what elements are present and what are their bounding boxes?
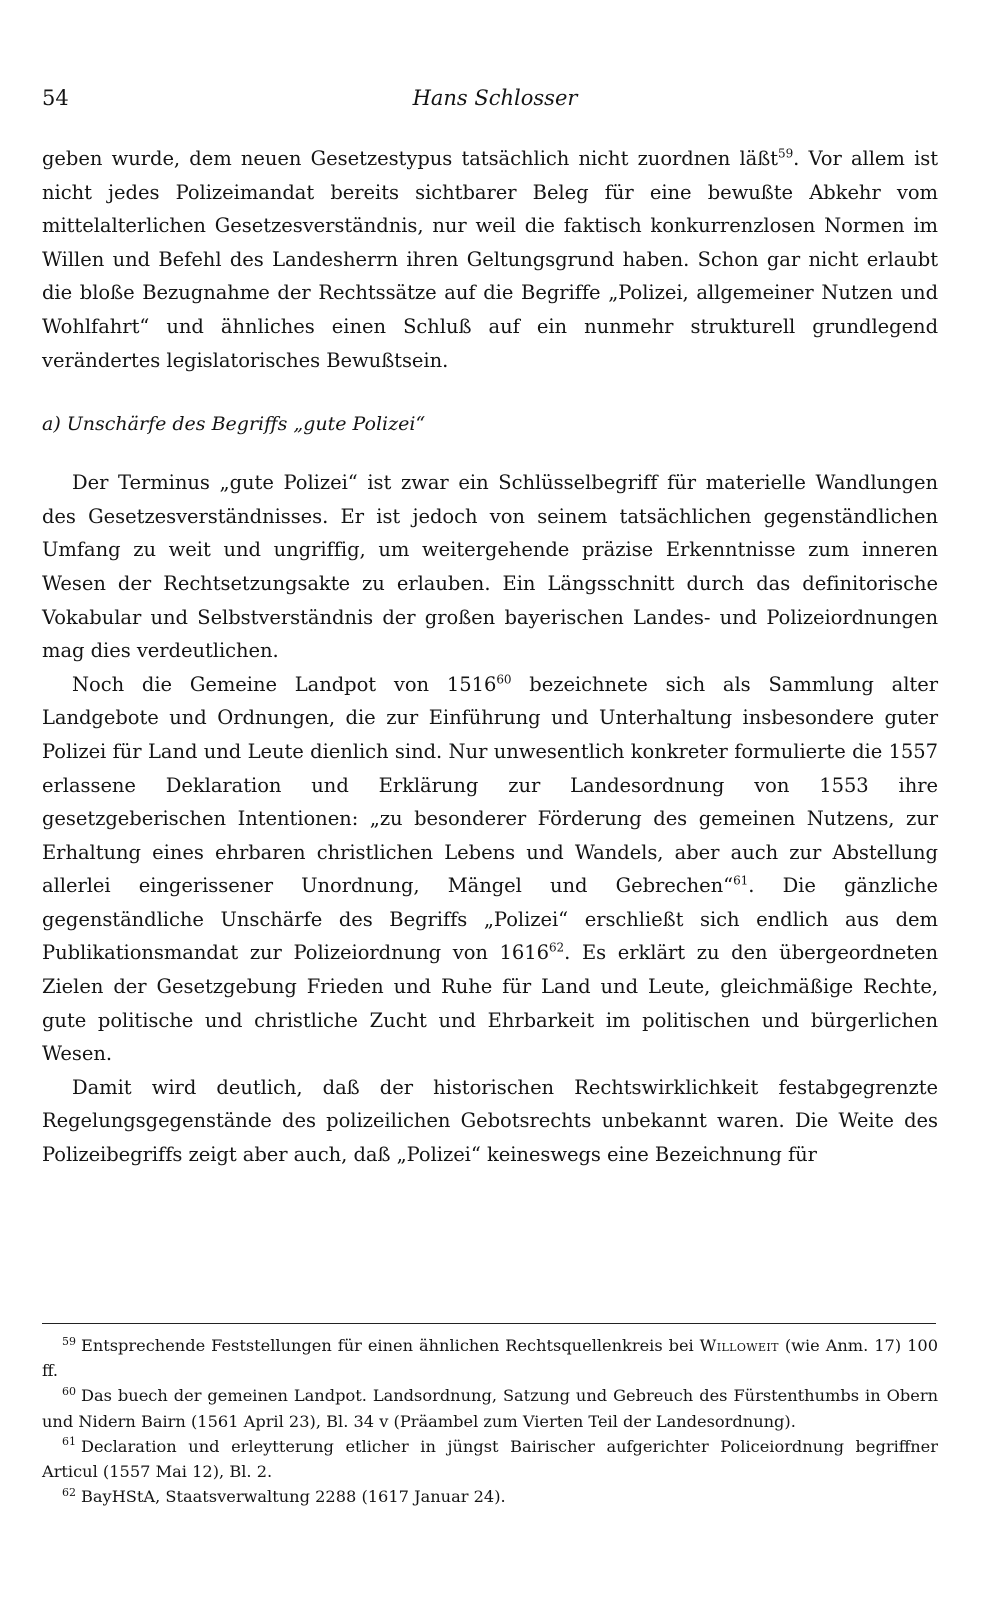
text-run: geben wurde, dem neuen Gesetzestypus tatsächlich nicht zuordnen läßt [42, 147, 778, 170]
footnote-divider [42, 1323, 936, 1324]
footnotes [42, 1333, 938, 1509]
paragraph [42, 142, 938, 377]
footnote-ref[interactable]: 62 [548, 940, 565, 955]
footnote-number: 61 [62, 1435, 76, 1449]
text-run: bezeichnete sich als Sammlung alter Landgebote und Ordnungen, die zur Einführung und Unterhaltung insbesondere guter Polizei für Land und Leute dienlich sind. Nur unwesentlich konkreter formulierte die 1557 erlassene Deklaration und Erklärung zur Landesordnung von 1553 ihre gesetzgeberischen Intentionen: „zu besonderer Förderung des gemeinen Nutzens, zur Erhaltung eines ehrbaren christlichen Lebens und Wandels, aber auch zur Abstellung allerlei eingerissener Unordnung, Mängel und Gebrechen“ [42, 672, 938, 898]
footnote-ref[interactable]: 59 [777, 146, 794, 161]
author-name: Willoweit [699, 1336, 779, 1355]
running-head: Hans Schlosser [412, 86, 578, 110]
footnote-number: 60 [62, 1385, 76, 1399]
paragraph: Der Terminus „gute Polizei“ ist zwar ein Schlüsselbegriff für materielle Wandlungen des Gesetzesverständnisses. Er ist jedoch von seinem tatsächlichen gegenständlichen Umfang zu weit und ungriffig, um weitergehende präzise Erkenntnisse zum inneren Wesen der Rechtsetzungsakte zu erlauben. Ein Längsschnitt durch das definitorische Vokabular und Selbstverständnis der großen bayerischen Landes- und Polizeiordnungen mag dies verdeutlichen. [42, 471, 938, 663]
footnote-ref[interactable]: 61 [733, 873, 749, 888]
footnote [42, 1484, 938, 1509]
text-run: . Vor allem ist nicht jedes Polizeimandat bereits sichtbarer Beleg für eine bewußte Abkehr vom mittelalterlichen Gesetzesverständnis, nur weil die faktisch konkurrenzlosen Normen im Willen und Befehl des Landesherrn ihren Geltungsgrund haben. Schon gar nicht erlaubt die bloße Bezugnahme der Rechtssätze auf die Begriffe „Polizei, allgemeiner Nutzen und Wohlfahrt“ und ähnliches einen Schluß auf ein nunmehr strukturell grundlegend verändertes legislatorisches Bewußtsein. [42, 147, 939, 372]
paragraph: Damit wird deutlich, daß der historischen Rechtswirklichkeit festabgegrenzte Regelungsgegenstände des polizeilichen Gebotsrechts unbekannt waren. Die Weite des Polizeibegriffs zeigt aber auch, daß „Polizei“ keineswegs eine Bezeichnung für [42, 1075, 938, 1167]
footnote-text: BayHStA, Staatsverwaltung 2288 (1617 Januar 24). [81, 1487, 506, 1507]
footnote-text: Entsprechende Feststellungen für einen ähnlichen Rechtsquellenkreis bei [81, 1336, 700, 1355]
text-run: . Es erklärt zu den übergeordneten Zielen der Gesetzgebung Frieden und Ruhe für Land und Leute, gleichmäßige Rechte, gute politische und christliche Zucht und Ehrbarkeit im politischen und bürgerlichen Wesen. [42, 941, 938, 1066]
footnote-number: 62 [62, 1485, 76, 1499]
main-text [42, 142, 938, 1172]
section-heading: a) Unschärfe des Begriffs „gute Polizei“ [42, 413, 426, 436]
footnote-text: Declaration und erleytterung etlicher in jüngst Bairischer aufgerichter Policeiordnung begriffner Articul (1557 Mai 12), Bl. 2. [42, 1436, 938, 1482]
footnote-text: (wie Anm. 17) 100 ff. [42, 1336, 938, 1381]
page-number: 54 [42, 86, 69, 110]
footnote-text: Das buech der gemeinen Landpot. Landsordnung, Satzung und Gebreuch des Fürstenthumbs in Obern und Nidern Bairn (1561 April 23), Bl. 34 v (Präambel zum Vierten Teil der Landesordnung). [42, 1386, 938, 1431]
footnote [42, 1383, 938, 1433]
page-header [42, 86, 948, 122]
footnote-ref[interactable]: 60 [496, 672, 512, 687]
text-run: Noch die Gemeine Landpot von 1516 [72, 672, 497, 696]
paragraph [42, 668, 938, 1071]
text-run: . Die gänzliche gegenständliche Unschärfe des Begriffs „Polizei“ erschließt sich endlich aus dem Publikationsmandat zur Polizeiordnung von 1616 [42, 874, 938, 965]
footnote [42, 1434, 938, 1484]
footnote [42, 1333, 938, 1383]
footnote-number: 59 [62, 1334, 76, 1348]
